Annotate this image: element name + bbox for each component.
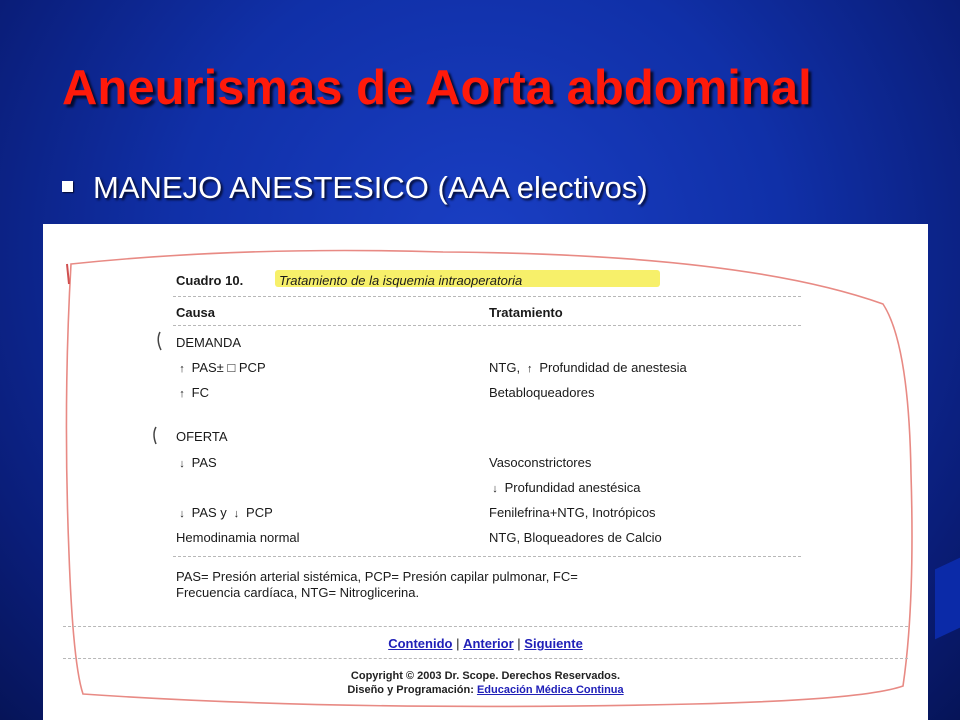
- handwritten-mark: [158, 332, 161, 350]
- row-causa: ↓ PAS y ↓ PCP: [176, 505, 273, 520]
- table-caption-label: Cuadro 10.: [176, 273, 244, 288]
- outline-mark: [67, 264, 69, 284]
- link-siguiente[interactable]: Siguiente: [524, 636, 583, 651]
- nav-links: Contenido | Anterior | Siguiente: [388, 636, 583, 651]
- row-tratamiento: Fenilefrina+NTG, Inotrópicos: [489, 505, 656, 520]
- group-demanda: DEMANDA: [176, 335, 242, 350]
- copyright-line: Copyright © 2003 Dr. Scope. Derechos Reservados.: [350, 670, 621, 682]
- arrow-down-icon: ↓: [233, 508, 240, 520]
- divider: [63, 626, 908, 627]
- divider: [63, 658, 908, 659]
- divider: [173, 296, 801, 297]
- row-tratamiento: Betabloqueadores: [489, 385, 595, 400]
- link-anterior[interactable]: Anterior: [463, 636, 514, 651]
- header-causa: Causa: [176, 305, 216, 320]
- arrow-down-icon: ↓: [492, 483, 498, 495]
- bullet-item: [62, 170, 648, 206]
- row-tratamiento: NTG, Bloqueadores de Calcio: [489, 530, 662, 545]
- footnote-line: Frecuencia cardíaca, NTG= Nitroglicerina.: [176, 585, 420, 600]
- row-tratamiento: Vasoconstrictores: [489, 455, 592, 470]
- row-causa: ↓ PAS: [176, 455, 217, 470]
- bullet-text: MANEJO ANESTESICO (AAA electivos): [93, 170, 648, 205]
- arrow-up-icon: ↑: [526, 363, 533, 375]
- divider: [173, 325, 801, 326]
- background-decoration: [935, 551, 960, 640]
- bullet-square-icon: [62, 181, 73, 192]
- slide-title: Aneurismas de Aorta abdominal: [62, 61, 812, 115]
- handwritten-mark: [154, 427, 156, 444]
- row-tratamiento: NTG, ↑ Profundidad de anestesia: [489, 360, 687, 375]
- link-educacion-medica[interactable]: Educación Médica Continua: [476, 684, 624, 696]
- arrow-up-icon: ↑: [179, 388, 185, 400]
- link-contenido[interactable]: Contenido: [388, 636, 453, 651]
- arrow-up-icon: ↑: [179, 363, 185, 375]
- row-causa: ↑ PAS± □ PCP: [176, 360, 266, 375]
- arrow-down-icon: ↓: [179, 458, 185, 470]
- credits-line: Diseño y Programación: Educación Médica Continua: [347, 684, 624, 696]
- footnote-line: PAS= Presión arterial sistémica, PCP= Presión capilar pulmonar, FC=: [176, 569, 578, 584]
- row-causa: ↑ FC: [176, 385, 209, 400]
- row-causa: Hemodinamia normal: [176, 530, 300, 545]
- header-tratamiento: Tratamiento: [489, 305, 563, 320]
- scanned-document: [43, 224, 928, 720]
- arrow-down-icon: ↓: [179, 508, 185, 520]
- table-caption-text: Tratamiento de la isquemia intraoperatoria: [279, 273, 523, 288]
- divider: [173, 556, 801, 557]
- group-oferta: OFERTA: [176, 429, 228, 444]
- row-tratamiento: ↓ Profundidad anestésica: [489, 480, 641, 495]
